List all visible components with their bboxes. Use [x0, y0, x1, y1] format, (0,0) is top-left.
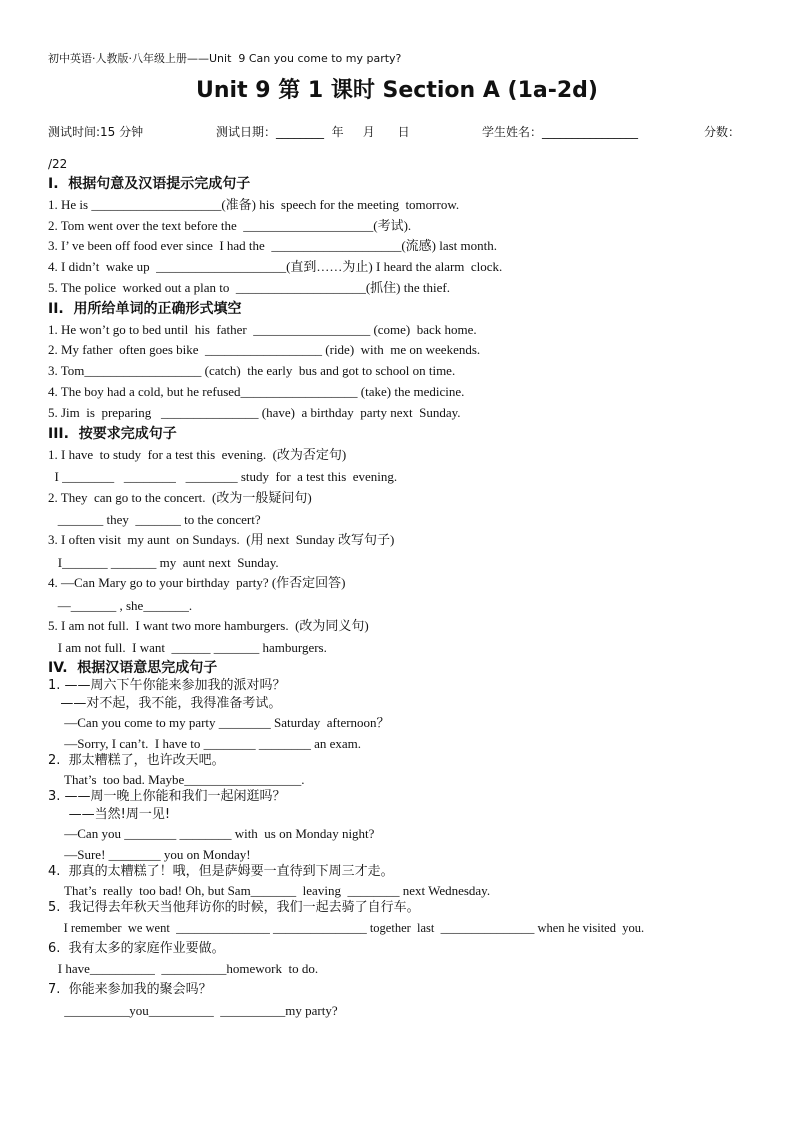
prompt-line: ——对不起，我不能，我得准备考试。 — [48, 696, 282, 711]
answer-line: _______ they _______ to the concert? — [48, 512, 261, 527]
answer-line: I_______ _______ my aunt next Sunday. — [48, 555, 279, 570]
answer-line: That’s really too bad! Oh, but Sam_______ leaving ________ next Wednesday. — [48, 883, 491, 898]
answer-line: I am not full. I want ______ _______ hamburgers. — [48, 640, 327, 655]
test-date: 测试日期：________ 年 月 日 — [216, 125, 410, 139]
prompt-line: 3. ——周一晚上你能和我们一起闲逛吗？ — [48, 789, 286, 804]
prompt-line: 1. ——周六下午你能来参加我的派对吗？ — [48, 678, 286, 693]
prompt-line: 2. 那太糟糕了，也许改天吧。 — [48, 753, 225, 768]
prompt-line: ——当然!周一见! — [48, 807, 171, 822]
section-heading: I. 根据句意及汉语提示完成句子 — [48, 176, 251, 192]
score-total: /22 — [48, 157, 68, 171]
prompt-line: 7. 你能来参加我的聚会吗？ — [48, 982, 212, 997]
question-line: 5. The police worked out a plan to ____________________(抓住) the thief. — [48, 280, 450, 295]
question-line: 5. Jim is preparing _______________ (have) a birthday party next Sunday. — [48, 405, 461, 420]
course-header: 初中英语·人教版·八年级上册——Unit 9 Can you come to my party? — [48, 52, 402, 65]
question-line: 2. Tom went over the text before the ____________________(考试). — [48, 218, 412, 233]
section-heading: II. 用所给单词的正确形式填空 — [48, 301, 242, 317]
question-line: 4. I didn’t wake up ____________________(直到……为止) I heard the alarm clock. — [48, 259, 503, 274]
section-heading: III. 按要求完成句子 — [48, 426, 177, 442]
question-line: 2. They can go to the concert. (改为一般疑问句) — [48, 490, 312, 505]
score-label: 分数： — [704, 125, 741, 139]
question-line: 1. I have to study for a test this evening. (改为否定句) — [48, 447, 347, 462]
question-line: 3. I often visit my aunt on Sundays. (用 next Sunday 改写句子) — [48, 532, 395, 547]
question-line: 4. The boy had a cold, but he refused__________________ (take) the medicine. — [48, 384, 465, 399]
prompt-line: 4. 那真的太糟糕了！哦，但是萨姆要一直待到下周三才走。 — [48, 864, 394, 879]
answer-line: —Sorry, I can’t. I have to ________ ________ an exam. — [48, 736, 362, 751]
answer-line: I remember we went _______________ _______________ together last _______________ when he visited you. — [48, 921, 645, 935]
question-line: 4. —Can Mary go to your birthday party? (作否定回答) — [48, 575, 346, 590]
question-line: 1. He is ____________________(准备) his speech for the meeting tomorrow. — [48, 197, 460, 212]
answer-line: I have__________ __________homework to do. — [48, 961, 319, 976]
student-name-field: 学生姓名：________________ — [482, 125, 639, 139]
question-line: 1. He won’t go to bed until his father __________________ (come) back home. — [48, 322, 477, 337]
answer-line: __________you__________ __________my party? — [48, 1003, 338, 1018]
prompt-line: 6. 我有太多的家庭作业要做。 — [48, 941, 225, 956]
question-line: 3. I’ ve been off food ever since I had the ____________________(流感) last month. — [48, 238, 498, 253]
answer-line: I ________ ________ ________ study for a test this evening. — [48, 469, 398, 484]
answer-line: That’s too bad. Maybe__________________. — [48, 772, 305, 787]
test-time: 测试时间:15 分钟 — [48, 125, 144, 139]
answer-line: —Can you come to my party ________ Saturday afternoon？ — [48, 715, 390, 730]
question-line: 2. My father often goes bike __________________ (ride) with me on weekends. — [48, 342, 481, 357]
section-heading: IV. 根据汉语意思完成句子 — [48, 660, 218, 676]
answer-line: —Sure! ________ you on Monday! — [48, 847, 251, 862]
question-line: 5. I am not full. I want two more hamburgers. (改为同义句) — [48, 618, 369, 633]
prompt-line: 5. 我记得去年秋天当他拜访你的时候，我们一起去骑了自行车。 — [48, 900, 420, 915]
answer-line: —Can you ________ ________ with us on Monday night? — [48, 826, 375, 841]
page-title: Unit 9 第 1 课时 Section A (1a-2d) — [196, 78, 598, 103]
question-line: 3. Tom__________________ (catch) the early bus and got to school on time. — [48, 363, 456, 378]
answer-line: —_______ , she_______. — [48, 598, 193, 613]
